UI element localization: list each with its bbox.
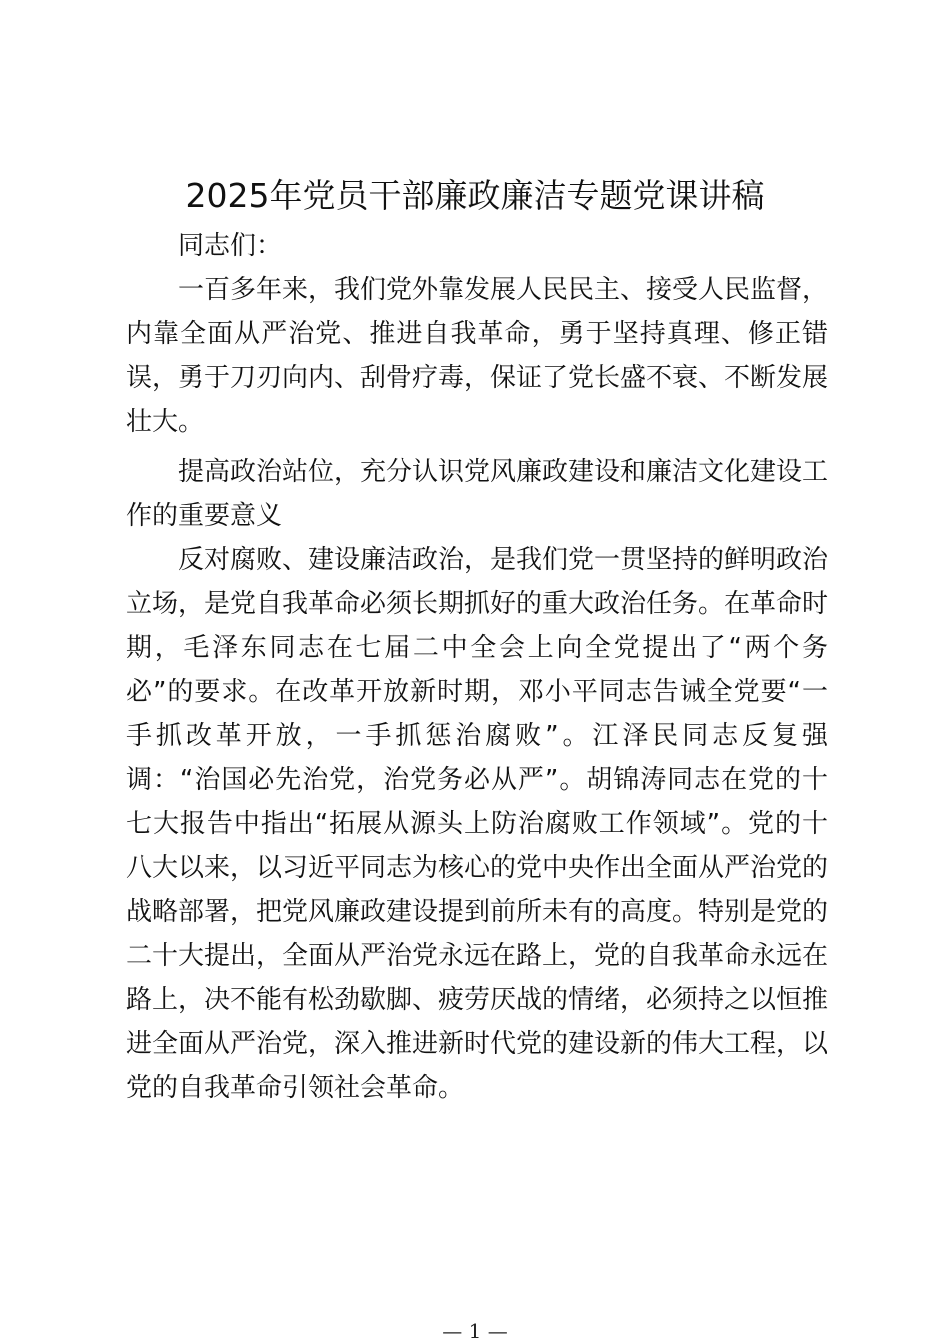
page-number: — 1 — [442,1319,508,1343]
section-heading-paragraph: 提高政治站位，充分认识党风廉政建设和廉洁文化建设工作的重要意义 [126,457,829,531]
body-paragraph: 反对腐败、建设廉洁政治，是我们党一贯坚持的鲜明政治立场，是党自我革命必须长期抓好的重大政治任务。在革命时期，毛泽东同志在七届二中全会上向全党提出了“两个务必”的要求。在改革开放新时期，邓小平同志告诫全党要“一手抓改革开放，一手抓惩治腐败”。江泽民同志反复强调：“治国必先治党，治党务必从严”。胡锦涛同志在党的十七大报告中指出“拓展从源头上防治腐败工作领域”。党的十八大以来，以习近平同志为核心的党中央作出全面从严治党的战略部署，把党风廉政建设提到前所未有的高度。特别是党的二十大提出，全面从严治党永远在路上，党的自我革命永远在路上，决不能有松劲歇脚、疲劳厌战的情绪，必须持之以恒推进全面从严治党，深入推进新时代党的建设新的伟大工程，以党的自我革命引领社会革命。 [126,545,829,1103]
salutation-paragraph: 同志们： [178,231,283,261]
intro-paragraph: 一百多年来，我们党外靠发展人民民主、接受人民监督，内靠全面从严治党、推进自我革命，勇于坚持真理、修正错误，勇于刀刃向内、刮骨疗毒，保证了党长盛不衰、不断发展壮大。 [126,275,829,437]
document-title: 2025年党员干部廉政廉洁专题党课讲稿 [185,176,765,215]
document-body [126,224,828,1110]
